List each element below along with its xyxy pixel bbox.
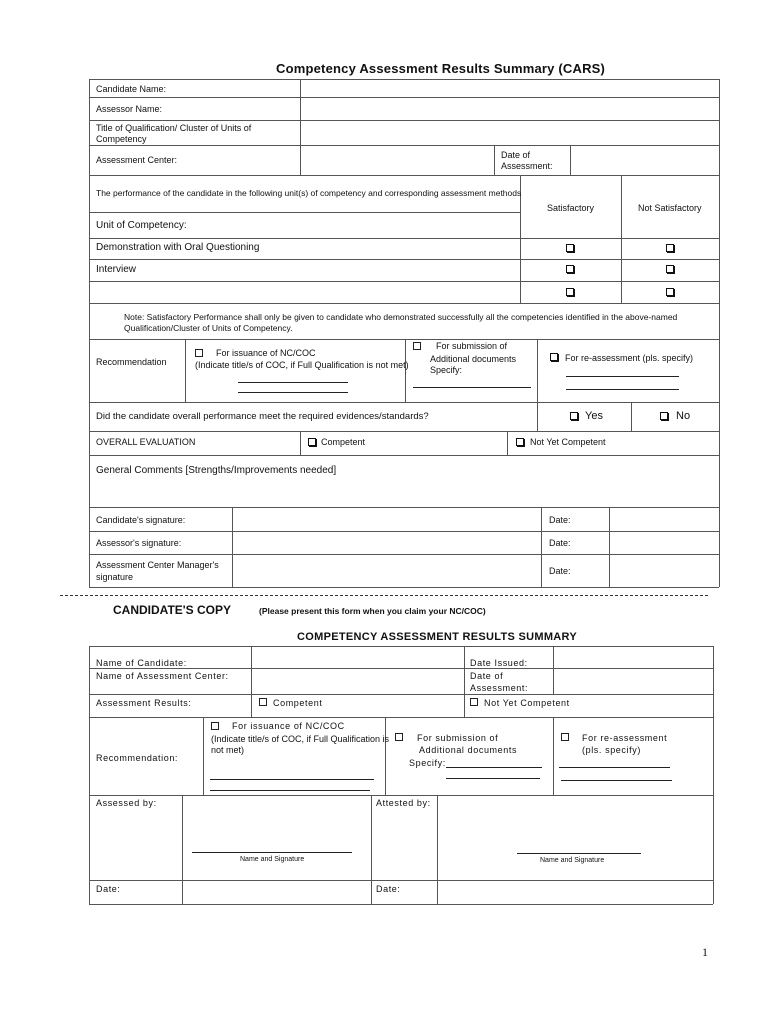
copy-submission-label-2: Additional documents — [419, 745, 518, 755]
satisfactory-checkbox-blank[interactable] — [566, 288, 574, 296]
copy-reassessment-blank-line-1[interactable] — [559, 767, 670, 768]
competent-checkbox[interactable] — [308, 438, 316, 446]
copy-reassessment-blank-line-2[interactable] — [561, 780, 672, 781]
name-of-candidate-label: Name of Candidate: — [96, 658, 187, 668]
copy-date-label-assessed: Date: — [96, 884, 121, 894]
performance-statement: The performance of the candidate in the following unit(s) of competency and corresponding assessment methods — [96, 188, 522, 198]
cut-line — [60, 595, 708, 596]
candidate-signature-label: Candidate's signature: — [96, 515, 186, 525]
issuance-blank-line-1[interactable] — [238, 382, 348, 383]
candidate-name-label: Candidate Name: — [96, 84, 167, 94]
method-interview: Interview — [96, 264, 137, 275]
attested-by-caption: Name and Signature — [540, 857, 605, 864]
note-line-2: Qualification/Cluster of Units of Competency. — [124, 323, 293, 333]
copy-submission-checkbox[interactable] — [395, 733, 403, 741]
copy-date-of-label: Date of — [470, 671, 504, 681]
method-demonstration: Demonstration with Oral Questioning — [96, 242, 260, 253]
copy-competent-checkbox[interactable] — [259, 698, 267, 706]
general-comments-label: General Comments [Strengths/Improvements needed] — [96, 465, 337, 476]
attested-by-signature-line[interactable] — [517, 853, 641, 854]
assessed-by-label: Assessed by: — [96, 798, 157, 808]
copy-instruction: (Please present this form when you claim your NC/COC) — [259, 606, 486, 616]
copy-reassessment-checkbox[interactable] — [561, 733, 569, 741]
date-of-assessment-label: Date of — [501, 150, 531, 160]
copy-recommendation-label: Recommendation: — [96, 753, 179, 763]
page-number: 1 — [702, 945, 708, 959]
satisfactory-checkbox-demonstration[interactable] — [566, 244, 574, 252]
date-issued-label: Date Issued: — [470, 658, 528, 668]
not-satisfactory-checkbox-interview[interactable] — [666, 265, 674, 273]
satisfactory-header: Satisfactory — [547, 203, 595, 213]
submission-checkbox[interactable] — [413, 342, 421, 350]
not-satisfactory-checkbox-blank[interactable] — [666, 288, 674, 296]
copy-submission-blank-line-2[interactable] — [446, 778, 540, 779]
note-line-1: Note: Satisfactory Performance shall only be given to candidate who demonstrated successfully all the competencies identified in the above-named — [124, 312, 678, 322]
assessed-by-signature-line[interactable] — [192, 852, 352, 853]
submission-blank-line[interactable] — [413, 387, 531, 388]
attested-by-label: Attested by: — [376, 798, 431, 808]
assessment-results-label: Assessment Results: — [96, 698, 192, 708]
not-yet-competent-label: Not Yet Competent — [530, 437, 606, 447]
copy-submission-blank-line-1[interactable] — [446, 767, 542, 768]
copy-issuance-note-2: not met) — [211, 745, 245, 755]
copy-issuance-blank-line-1[interactable] — [210, 779, 374, 780]
copy-assessment-label: Assessment: — [470, 683, 529, 693]
submission-label: For submission of — [436, 341, 508, 351]
no-checkbox[interactable] — [660, 412, 668, 420]
issuance-label: For issuance of NC/COC — [216, 348, 316, 358]
yes-checkbox[interactable] — [570, 412, 578, 420]
yes-label: Yes — [585, 410, 603, 422]
date-label-assessor: Date: — [549, 538, 571, 548]
copy-not-yet-competent-label: Not Yet Competent — [484, 698, 570, 708]
unit-of-competency-label: Unit of Competency: — [96, 220, 187, 231]
copy-competent-label: Competent — [273, 698, 323, 708]
not-satisfactory-checkbox-demonstration[interactable] — [666, 244, 674, 252]
assessor-name-label: Assessor Name: — [96, 104, 163, 114]
candidates-copy-heading: CANDIDATE'S COPY — [113, 603, 231, 617]
submission-specify: Specify: — [430, 365, 463, 375]
submission-label-2: Additional documents — [430, 354, 517, 364]
copy-not-yet-competent-checkbox[interactable] — [470, 698, 478, 706]
qualification-label-2: Competency — [96, 134, 147, 144]
no-label: No — [676, 410, 691, 422]
copy-issuance-blank-line-2[interactable] — [210, 790, 370, 791]
copy-reassessment-label-2: (pls. specify) — [582, 745, 641, 755]
copy-issuance-checkbox[interactable] — [211, 722, 219, 730]
reassessment-checkbox[interactable] — [550, 353, 558, 361]
copy-date-label-attested: Date: — [376, 884, 401, 894]
copy-issuance-label: For issuance of NC/COC — [232, 721, 345, 731]
reassessment-label: For re-assessment (pls. specify) — [565, 353, 694, 363]
overall-question: Did the candidate overall performance meet the required evidences/standards? — [96, 411, 429, 422]
assessment-center-label: Assessment Center: — [96, 155, 178, 165]
recommendation-label: Recommendation — [96, 357, 167, 367]
overall-evaluation-label: OVERALL EVALUATION — [96, 437, 196, 447]
date-label-candidate: Date: — [549, 515, 571, 525]
issuance-checkbox[interactable] — [195, 349, 203, 357]
competent-label: Competent — [321, 437, 366, 447]
assessed-by-caption: Name and Signature — [240, 856, 305, 863]
form-title: Competency Assessment Results Summary (CARS) — [276, 61, 606, 76]
satisfactory-checkbox-interview[interactable] — [566, 265, 574, 273]
copy-reassessment-label: For re-assessment — [582, 733, 668, 743]
not-yet-competent-checkbox[interactable] — [516, 438, 524, 446]
not-satisfactory-header: Not Satisfactory — [638, 203, 702, 213]
name-of-center-label: Name of Assessment Center: — [96, 671, 229, 681]
date-label-manager: Date: — [549, 566, 571, 576]
reassessment-blank-line-1[interactable] — [566, 376, 679, 377]
copy-submission-label: For submission of — [417, 733, 499, 743]
date-of-assessment-label-2: Assessment: — [501, 161, 553, 171]
copy-title: COMPETENCY ASSESSMENT RESULTS SUMMARY — [297, 631, 578, 643]
manager-signature-label: Assessment Center Manager's — [96, 560, 219, 570]
copy-issuance-note: (Indicate title/s of COC, if Full Qualification is — [211, 734, 390, 744]
qualification-label: Title of Qualification/ Cluster of Units of — [96, 123, 252, 133]
manager-signature-label-2: signature — [96, 572, 134, 582]
issuance-note: (Indicate title/s of COC, if Full Qualification is not met) — [195, 360, 409, 370]
issuance-blank-line-2[interactable] — [238, 392, 348, 393]
assessor-signature-label: Assessor's signature: — [96, 538, 182, 548]
reassessment-blank-line-2[interactable] — [566, 389, 679, 390]
copy-submission-specify: Specify: — [409, 758, 446, 768]
